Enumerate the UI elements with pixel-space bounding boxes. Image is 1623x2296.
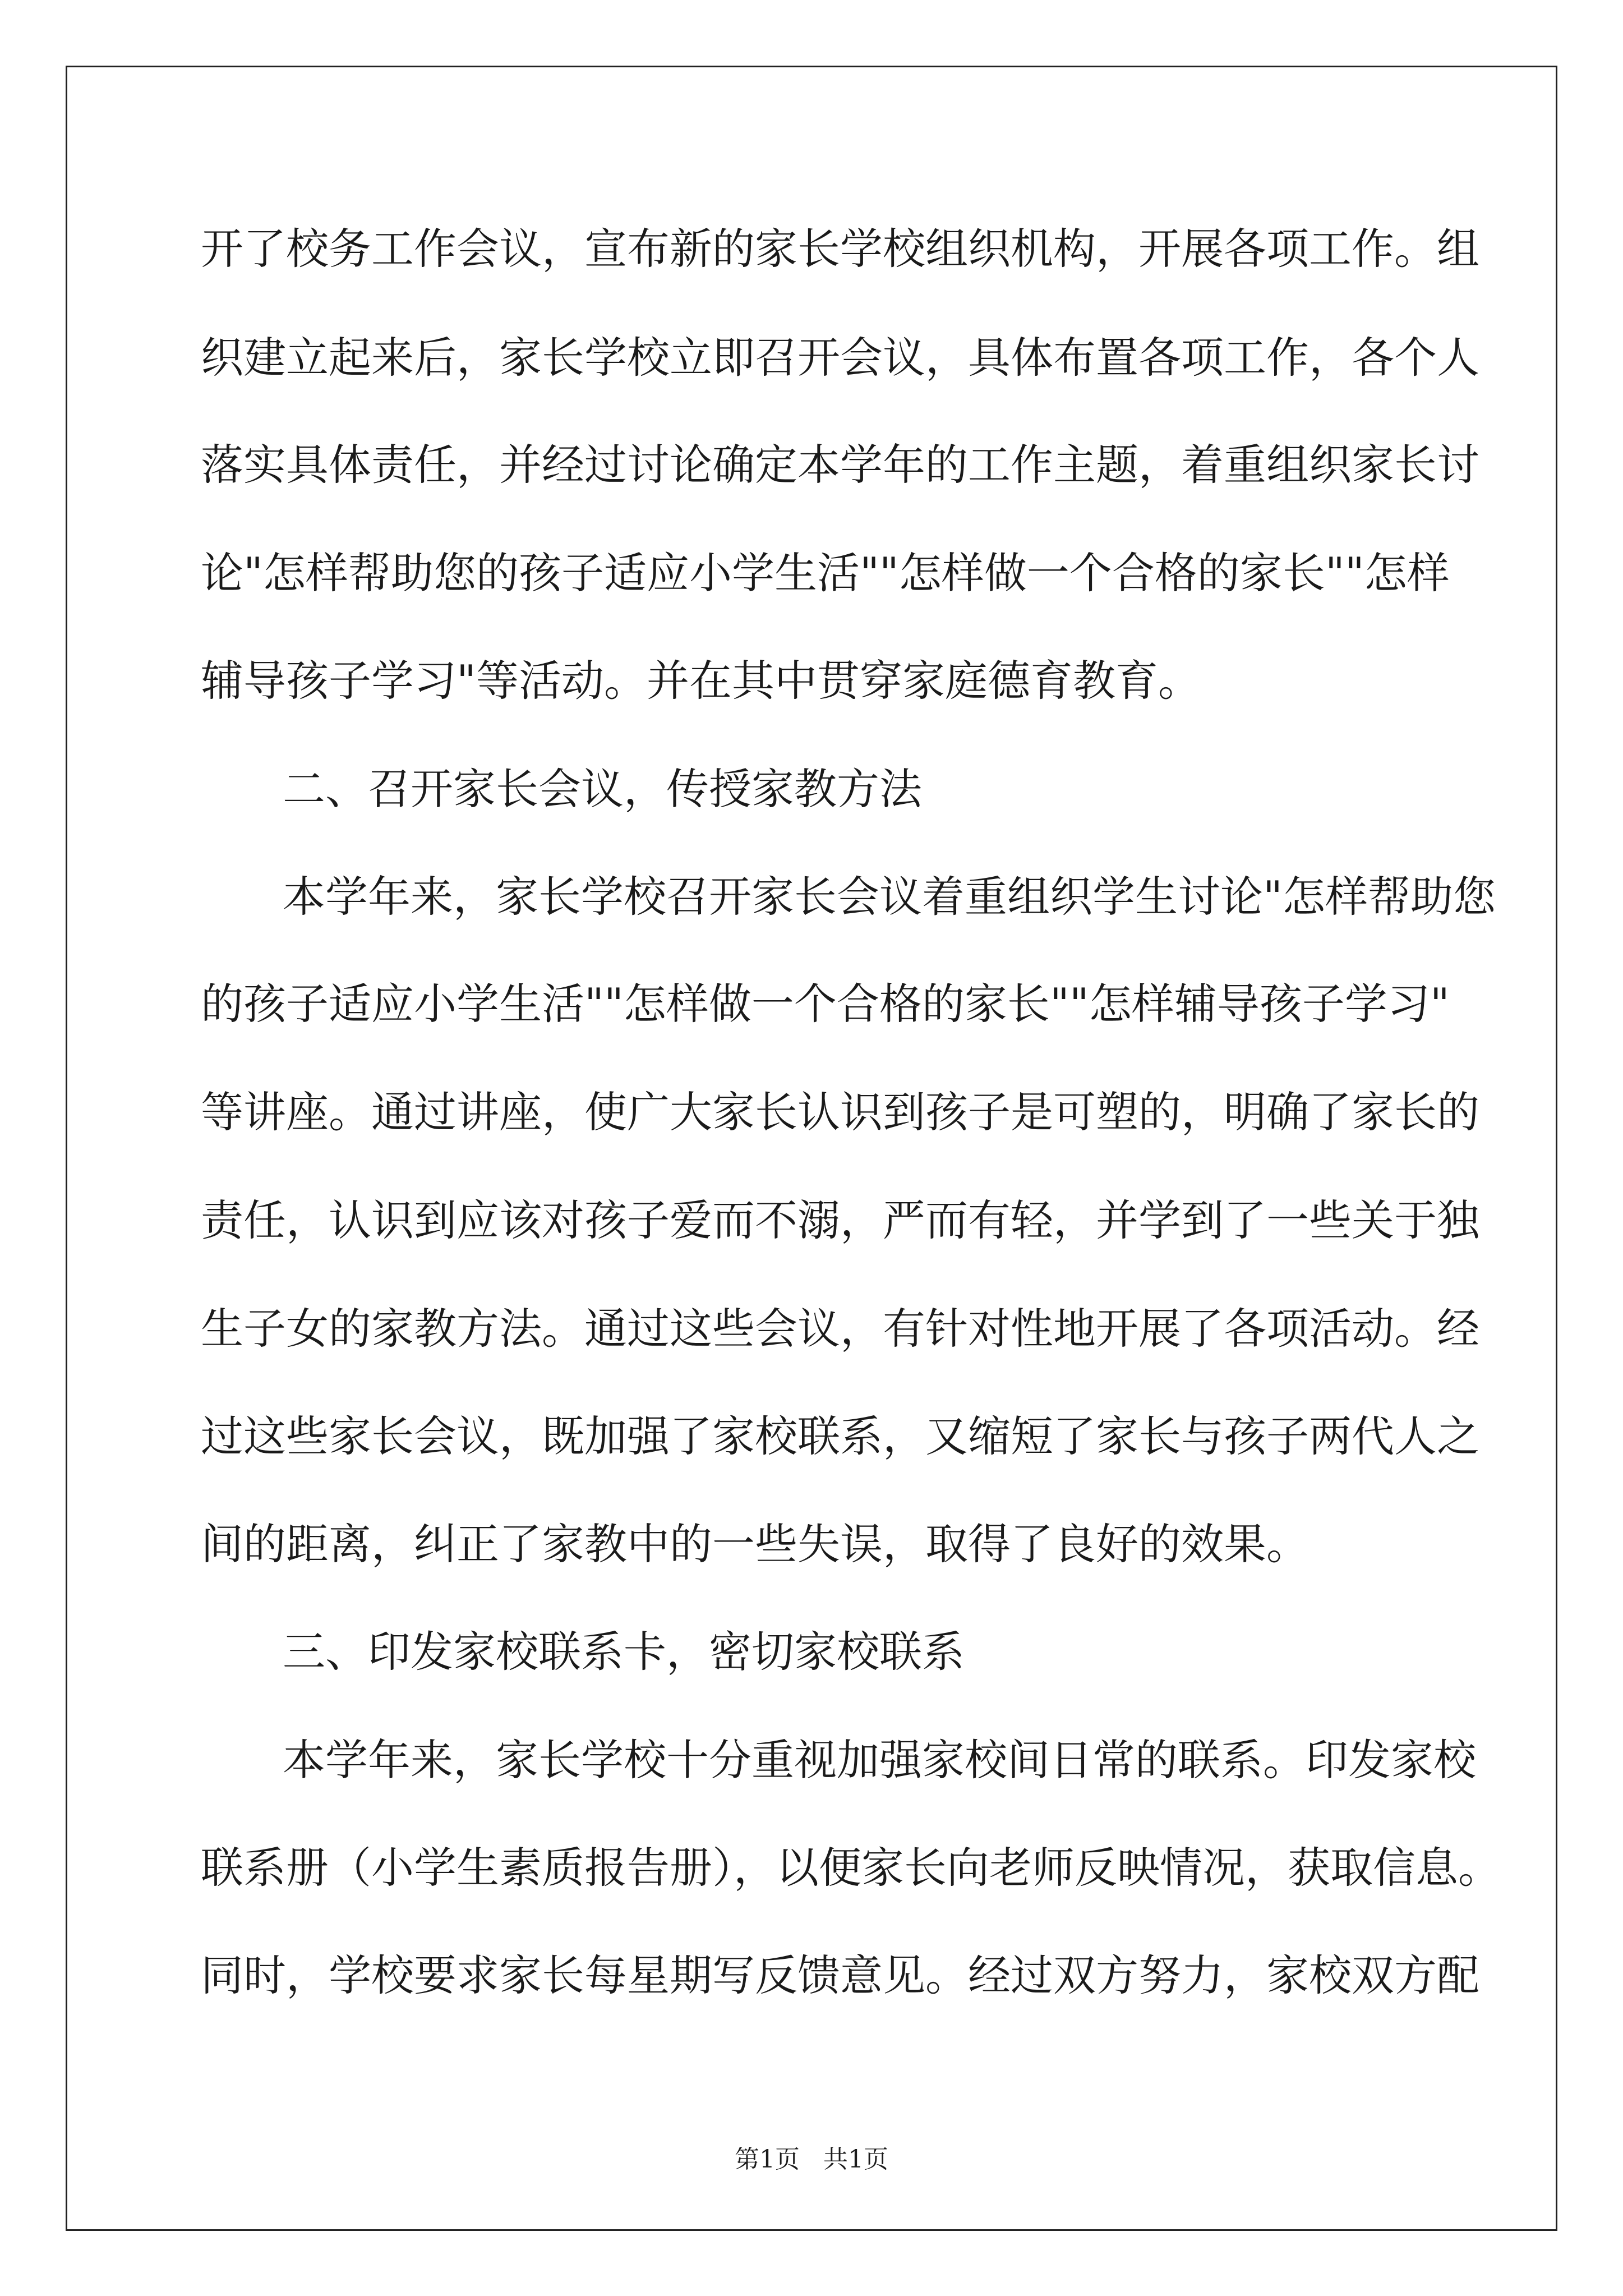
text-line: 论"怎样帮助您的孩子适应小学生活""怎样做一个合格的家长""怎样 (201, 548, 1450, 598)
text-line: 生子女的家教方法。通过这些会议，有针对性地开展了各项活动。经 (201, 1304, 1479, 1354)
page-number: 第1页 (735, 2145, 800, 2174)
page-footer (0, 2144, 1623, 2175)
page-total: 共1页 (823, 2145, 888, 2174)
text-line: 的孩子适应小学生活""怎样做一个合格的家长""怎样辅导孩子学习" (201, 979, 1450, 1029)
paragraph-first-line: 本学年来，家长学校召开家长会议着重组织学生讨论"怎样帮助您 (283, 872, 1496, 922)
text-line: 开了校务工作会议，宣布新的家长学校组织机构，开展各项工作。组 (201, 224, 1479, 274)
text-line: 同时，学校要求家长每星期写反馈意见。经过双方努力，家校双方配 (201, 1950, 1479, 2000)
text-line: 过这些家长会议，既加强了家校联系，又缩短了家长与孩子两代人之 (201, 1411, 1479, 1461)
section-heading: 三、印发家校联系卡，密切家校联系 (283, 1627, 965, 1677)
text-line: 间的距离，纠正了家教中的一些失误，取得了良好的效果。 (201, 1519, 1309, 1569)
paragraph-first-line: 本学年来，家长学校十分重视加强家校间日常的联系。印发家校 (283, 1735, 1476, 1785)
text-line: 落实具体责任，并经过讨论确定本学年的工作主题，着重组织家长讨 (201, 440, 1479, 490)
text-line: 联系册（小学生素质报告册），以便家长向老师反映情况，获取信息。 (201, 1843, 1501, 1893)
text-line: 辅导孩子学习"等活动。并在其中贯穿家庭德育教育。 (201, 656, 1201, 706)
text-line: 责任，认识到应该对孩子爱而不溺，严而有轻，并学到了一些关于独 (201, 1195, 1479, 1245)
text-line: 等讲座。通过讲座，使广大家长认识到孩子是可塑的，明确了家长的 (201, 1087, 1479, 1137)
page-border (66, 66, 1557, 2231)
section-heading: 二、召开家长会议，传授家教方法 (283, 764, 922, 814)
text-line: 织建立起来后，家长学校立即召开会议，具体布置各项工作，各个人 (201, 333, 1479, 383)
